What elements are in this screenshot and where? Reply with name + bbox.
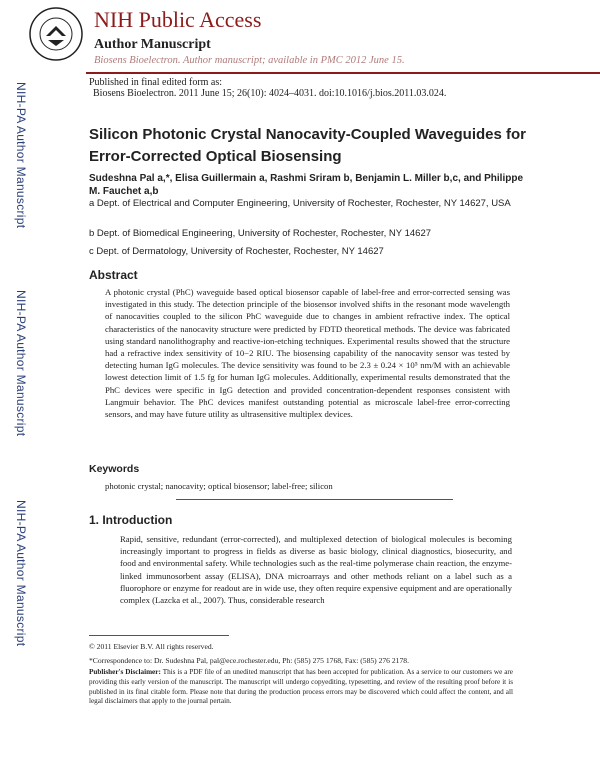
disclaimer-text: This is a PDF file of an unedited manuscript that has been accepted for publication. As a service to our customers we are providing this early version of the manuscript. The manuscript will undergo copyediting, typesetting, and review of the resulting proof before it is published in its final citable form. Please note that during the production process errors may be discovered which could affect the content, and all legal disclaimers that apply to the journal pertain.: [89, 668, 514, 706]
citation-line: Biosens Bioelectron. 2011 June 15; 26(10): 4024–4031. doi:10.1016/j.bios.2011.03.024.: [93, 88, 447, 99]
copyright-note: © 2011 Elsevier B.V. All rights reserved.: [89, 642, 214, 651]
header-journal-line: Biosens Bioelectron. Author manuscript; available in PMC 2012 June 15.: [94, 55, 405, 66]
keywords-divider: [176, 499, 453, 500]
publisher-disclaimer: [89, 668, 513, 707]
affiliation-c: c Dept. of Dermatology, University of Rochester, Rochester, NY 14627: [89, 246, 384, 257]
side-watermark: NIH-PA Author Manuscript: [14, 290, 28, 437]
disclaimer-label: Publisher's Disclaimer:: [89, 668, 161, 676]
affiliation-b: b Dept. of Biomedical Engineering, University of Rochester, Rochester, NY 14627: [89, 228, 432, 239]
introduction-text: Rapid, sensitive, redundant (error-corrected), and multiplexed detection of biological molecules is becoming increasingly important to progress in fields as diverse as basic biology, clinical diagnostics, biosecurity, and food and environmental safety. While technologies such as the real-time polymerase chain reaction, the enzyme-linked immunosorbent assay (ELISA), DNA microarrays and other methods reliant on a label such as a fluorophore or enzyme for readout are in wide use, they often require expensive equipment and are operationally complex (Lazcka et al., 2007). Thus, considerable research: [120, 534, 512, 606]
article-title: Silicon Photonic Crystal Nanocavity-Coupled Waveguides for Error-Corrected Optical Biosensing: [89, 126, 527, 165]
author-list: Sudeshna Pal a,*, Elisa Guillermain a, Rashmi Sriram b, Benjamin L. Miller b,c, and Philippe M. Fauchet a,b: [89, 173, 524, 197]
header-title: NIH Public Access: [94, 7, 262, 32]
keywords-text: photonic crystal; nanocavity; optical biosensor; label-free; silicon: [105, 481, 333, 491]
nih-logo-icon: [28, 6, 84, 62]
introduction-heading: 1. Introduction: [89, 513, 173, 527]
abstract-heading: Abstract: [89, 268, 138, 282]
abstract-text: A photonic crystal (PhC) waveguide based optical biosensor capable of label-free and error-corrected sensing was investigated in this study. The detection principle of the biosensor involved shifts in the resonant mode wavelength of nanocavities coupled to the silicon PhC waveguide due to changes in ambient refractive index. The optical characteristics of the nanocavity structure were predicted by FDTD theoretical methods. The device was fabricated using standard nanolithography and reactive-ion-etching techniques. Experimental results showed that the structure had a refractive index sensitivity of 10−2 RIU. The biosensing capability of the nanocavity sensor was tested by detecting human IgG molecules. The device sensitivity was found to be 2.3 ± 0.24 × 10⁵ nm/M with an achievable lowest detection limit of 1.5 fg for human IgG molecules. Additionally, experimental results demonstrated that the PhC devices were specific in IgG detection and provided concentration-dependent responses consistent with Langmuir behavior. The PhC devices manifest outstanding potential as microscale label-free error-correcting sensors, and may have future utility as ultrasensitive multiplex devices.: [105, 287, 510, 420]
side-watermark: NIH-PA Author Manuscript: [14, 82, 28, 229]
affiliation-a: a Dept. of Electrical and Computer Engineering, University of Rochester, Rochester, NY 14627, USA: [89, 198, 511, 209]
keywords-heading: Keywords: [89, 463, 140, 475]
published-label: Published in final edited form as:: [89, 77, 223, 88]
header-divider: [86, 72, 600, 74]
footnote-divider: [89, 635, 229, 636]
side-watermark: NIH-PA Author Manuscript: [14, 500, 28, 647]
header-subtitle: Author Manuscript: [94, 37, 211, 52]
correspondence-note: *Correspondence to: Dr. Sudeshna Pal, pal@ece.rochester.edu, Ph: (585) 275 1768, Fax: (585) 276 2178.: [89, 656, 409, 665]
